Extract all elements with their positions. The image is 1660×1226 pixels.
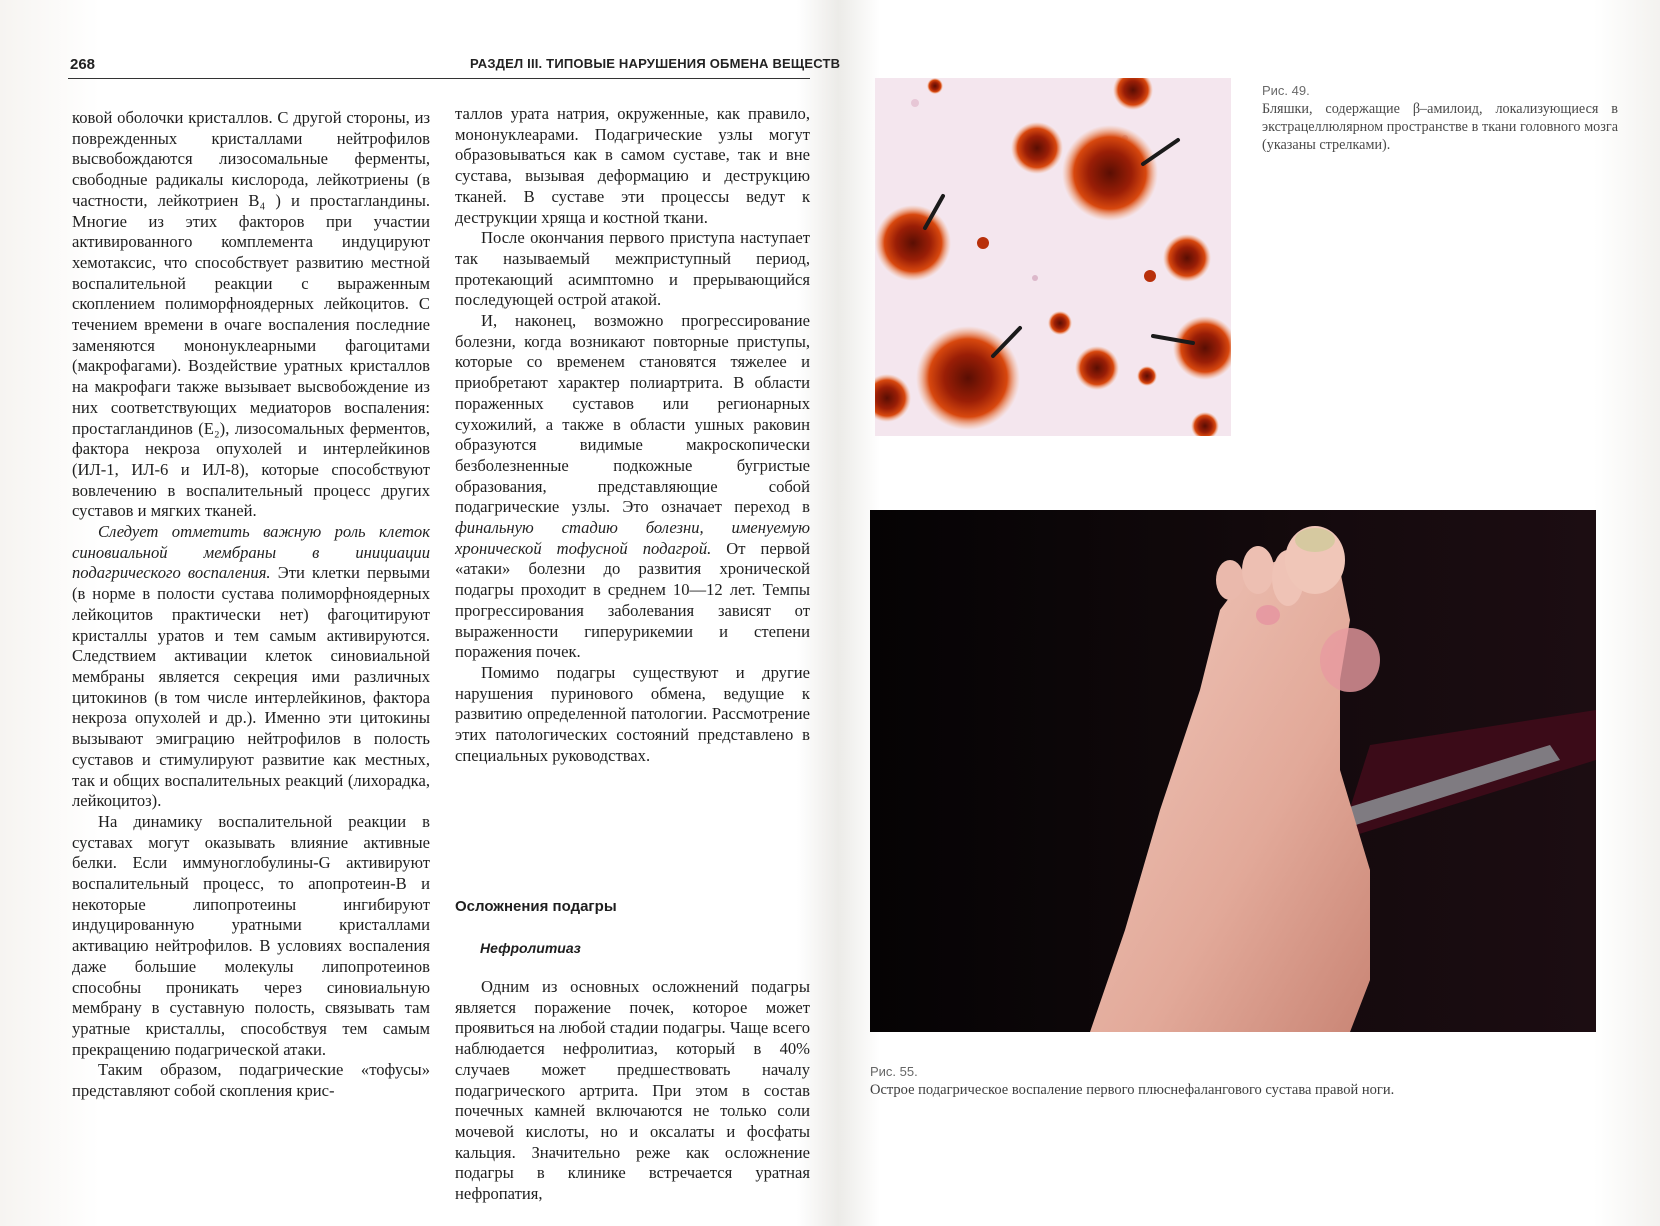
paragraph-text: От первой «атаки» болезни до развития хронической подагры проходит в среднем 10—12 лет. Темпы прогрессирования заболевания зависят от выраженности гиперурикемии и степени поражения почек. xyxy=(455,538,810,662)
paragraph: таллов урата натрия, окруженные, как правило, мононуклеарами. Подагрические узлы могут образовываться как в самом суставе, так и вне сустава, вызывая деформацию и деструкцию тканей. В суставе эти процессы ведут к деструкции хряща и костной ткани. xyxy=(455,104,810,227)
paragraph: Помимо подагры существуют и другие нарушения пуринового обмена, ведущие к развитию определенной патологии. Рассмотрение этих патологических состояний представлено в специальных руководствах. xyxy=(455,662,810,765)
section-heading: Осложнения подагры xyxy=(455,898,617,915)
foot-photo xyxy=(870,510,1596,1032)
inflamed-joint xyxy=(1320,628,1380,692)
header-rule xyxy=(68,78,810,79)
micrograph-image xyxy=(875,78,1231,436)
figure-49-caption xyxy=(1262,82,1618,154)
section-title: РАЗДЕЛ III. ТИПОВЫЕ НАРУШЕНИЯ ОБМЕНА ВЕЩЕСТВ xyxy=(470,56,841,71)
caption-text: Острое подагрическое воспаление первого плюснефалангового сустава правой ноги. xyxy=(870,1082,1395,1098)
page-number: 268 xyxy=(70,56,96,73)
paragraph: Таким образом, подагрические «тофусы» представляют собой скопления крис- xyxy=(72,1060,430,1101)
paragraph: После окончания первого приступа наступает так называемый межприступный период, протекающий асимптомно и прерывающийся последующей острой атакой. xyxy=(455,228,810,310)
figure-number: Рис. 55. xyxy=(870,1064,918,1079)
paragraph: ковой оболочки кристаллов. С другой стороны, из поврежденных кристаллами нейтрофилов высвобождаются лизосомальные ферменты, свободные радикалы кислорода, лейкотриены (в частности, лейкотриен B₄ ) и простагландины. Многие из этих факторов при участии активированного комплемента индуцируют хемотаксис, что способствует развитию местной воспалительной реакции с выраженным скоплением полиморфноядерных лейкоцитов. С течением времени в очаге воспаления последние заменяются мононуклеарными фагоцитами (макрофагами). Воздействие уратных кристаллов на макрофаги также вызывает высвобождение из них соответствующих медиаторов воспаления: простагландинов (E₂), лизосомальных ферментов, фактора некроза опухолей и интерлейкинов (ИЛ-1, ИЛ-6 и ИЛ-8), которые способствуют вовлечению в воспалительный процесс других суставов и мягких тканей. xyxy=(72,108,430,521)
text-column-right xyxy=(455,104,810,767)
paragraph xyxy=(455,311,810,663)
figure-49-micrograph xyxy=(875,78,1231,436)
paragraph-text: И, наконец, возможно прогрессирование болезни, когда возникают повторные приступы, которые со временем становятся тяжелее и приобретают характер полиартрита. В области пораженных суставов или регионарных сухожилий, а также в области ушных раковин образуются видимые макроскопически безболезненные подкожные бугристые образования, представляющие собой подагрические узлы. Это означает переход в xyxy=(455,311,810,517)
paragraph: На динамику воспалительной реакции в суставах могут оказывать влияние активные белки. Если иммуноглобулины-G активируют воспалительный процесс, то апопротеин-B и некоторые липопротеины ингибируют индуцированную уратными кристаллами активацию нейтрофилов. В условиях воспаления даже большие молекулы липопротеинов способны проникать через синовиальную мембрану в суставную полость, связывать там уратные кристаллы, способствуя тем самым прекращению подагрической атаки. xyxy=(72,811,430,1059)
paragraph xyxy=(72,522,430,812)
caption-text: Бляшки, содержащие β–амилоид, локализующиеся в экстрацеллюлярном пространстве в ткани головного мозга (указаны стрелками). xyxy=(1262,101,1618,153)
figure-number: Рис. 49. xyxy=(1262,83,1310,98)
paragraph-text: Эти клетки первыми (в норме в полости сустава полиморфноядерных лейкоцитов практически нет) фагоцитируют кристаллы уратов и тем самым активируются. Следствием активации клеток синовиальной мембраны является секреция ими различных цитокинов (в том числе интерлейкинов, фактора некроза опухолей и др.). Именно эти цитокины вызывают эмиграцию нейтрофилов в полость суставов и стимулируют развитие как местных, так и общих воспалительных реакций (лихорадка, лейкоцитоз). xyxy=(72,563,430,811)
text-column-right-lower xyxy=(455,977,810,1205)
figure-55-caption xyxy=(870,1062,1590,1100)
subsection-heading: Нефролитиаз xyxy=(480,940,581,956)
emphasis-text: Следует отметить важную роль клеток синовиальной мембраны в инициации подагрического воспаления. xyxy=(72,522,430,583)
paragraph: Одним из основных осложнений подагры является поражение почек, которое может проявиться на любой стадии подагры. Чаще всего наблюдается нефролитиаз, который в 40% случаев может предшествовать началу подагрического артрита. При этом в состав почечных камней включаются не только соли мочевой кислоты, но и оксалаты и фосфаты кальция. Значительно реже как осложнение подагры в клинике встречается уратная нефропатия, xyxy=(455,977,810,1204)
text-column-left xyxy=(72,108,430,1102)
figure-55-photo xyxy=(870,510,1596,1032)
emphasis-text: финальную стадию болезни, именуемую хронической тофусной подагрой. xyxy=(455,518,810,558)
